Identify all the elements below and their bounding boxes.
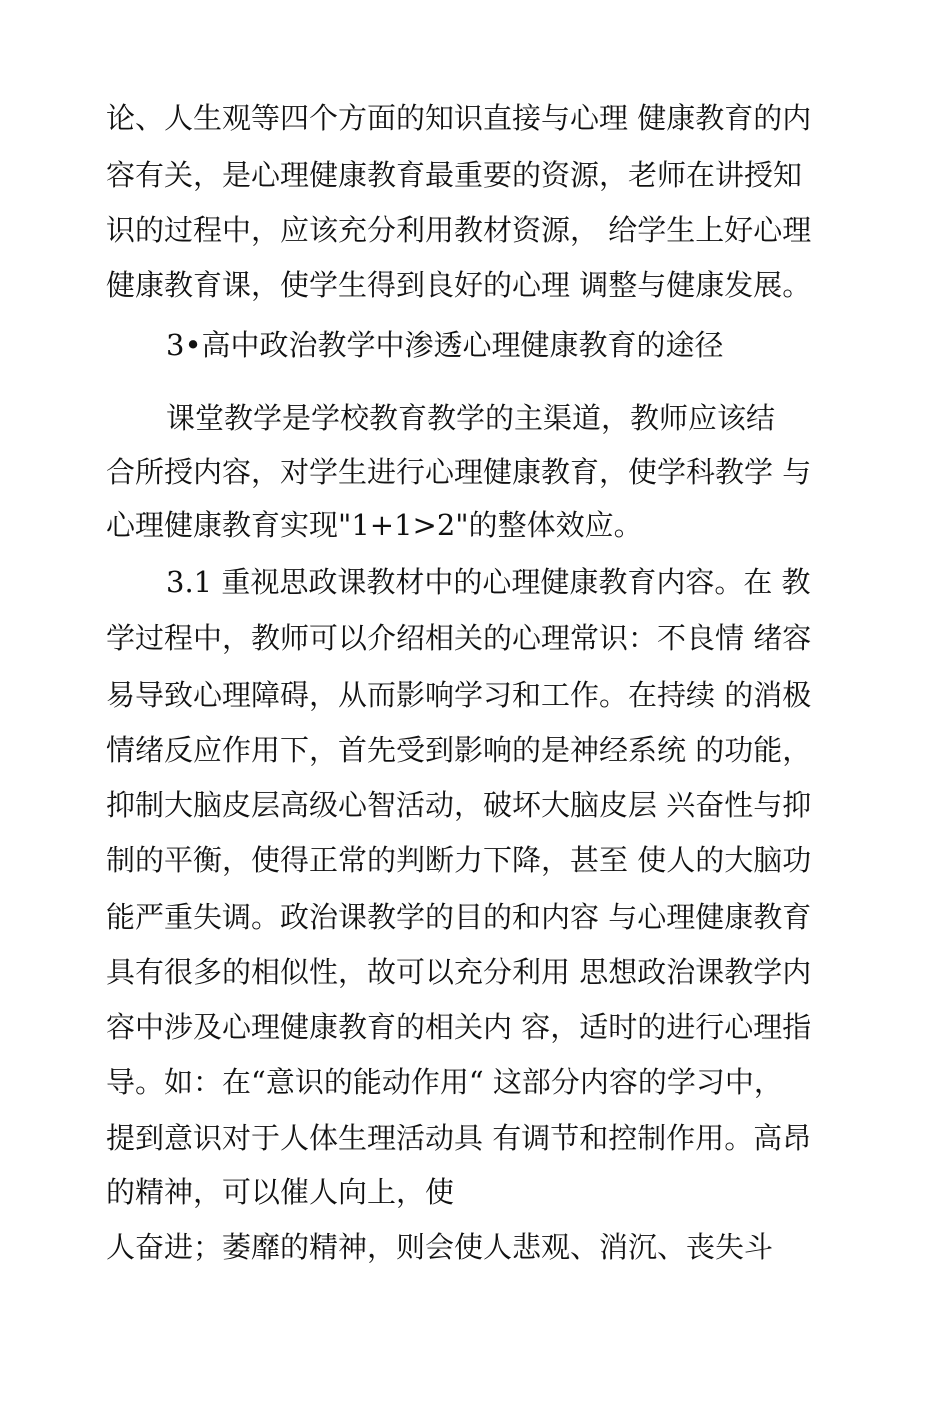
text-line: 抑制大脑皮层高级心智活动，破坏大脑皮层 兴奋性与抑 bbox=[106, 788, 812, 822]
text-line: 合所授内容，对学生进行心理健康教育，使学科教学 与 bbox=[106, 455, 812, 489]
text-line: 提到意识对于人体生理活动具 有调节和控制作用。高昂 bbox=[106, 1121, 812, 1155]
text-line: 学过程中，教师可以介绍相关的心理常识：不良情 绪容 bbox=[106, 621, 812, 655]
text-line: 制的平衡，使得正常的判断力下降，甚至 使人的大脑功 bbox=[106, 843, 812, 877]
text-line: 容中涉及心理健康教育的相关内 容，适时的进行心理指 bbox=[106, 1010, 812, 1044]
section-heading: 3•高中政治教学中渗透心理健康教育的途径 bbox=[166, 328, 724, 362]
text-line: 论、人生观等四个方面的知识直接与心理 健康教育的内 bbox=[106, 101, 812, 135]
text-line: 人奋进；萎靡的精神，则会使人悲观、消沉、丧失斗 bbox=[106, 1230, 774, 1264]
text-line: 情绪反应作用下，首先受到影响的是神经系统 的功能， bbox=[106, 733, 812, 767]
text-line: 心理健康教育实现"1+1>2"的整体效应。 bbox=[106, 508, 643, 542]
text-line: 能严重失调。政治课教学的目的和内容 与心理健康教育 bbox=[106, 900, 812, 934]
text-line: 易导致心理障碍，从而影响学习和工作。在持续 的消极 bbox=[106, 678, 812, 712]
text-line: 导。如：在“意识的能动作用“ 这部分内容的学习中， bbox=[106, 1065, 783, 1099]
text-line: 容有关，是心理健康教育最重要的资源，老师在讲授知 bbox=[106, 158, 803, 192]
text-line: 的精神，可以催人向上，使 bbox=[106, 1175, 455, 1209]
text-line: 课堂教学是学校教育教学的主渠道，教师应该结 bbox=[166, 401, 776, 435]
text-line: 3.1 重视思政课教材中的心理健康教育内容。在 教 bbox=[166, 565, 811, 599]
text-line: 健康教育课，使学生得到良好的心理 调整与健康发展。 bbox=[106, 268, 812, 302]
text-line: 识的过程中，应该充分利用教材资源， 给学生上好心理 bbox=[106, 213, 812, 247]
text-line: 具有很多的相似性，故可以充分利用 思想政治课教学内 bbox=[106, 955, 812, 989]
